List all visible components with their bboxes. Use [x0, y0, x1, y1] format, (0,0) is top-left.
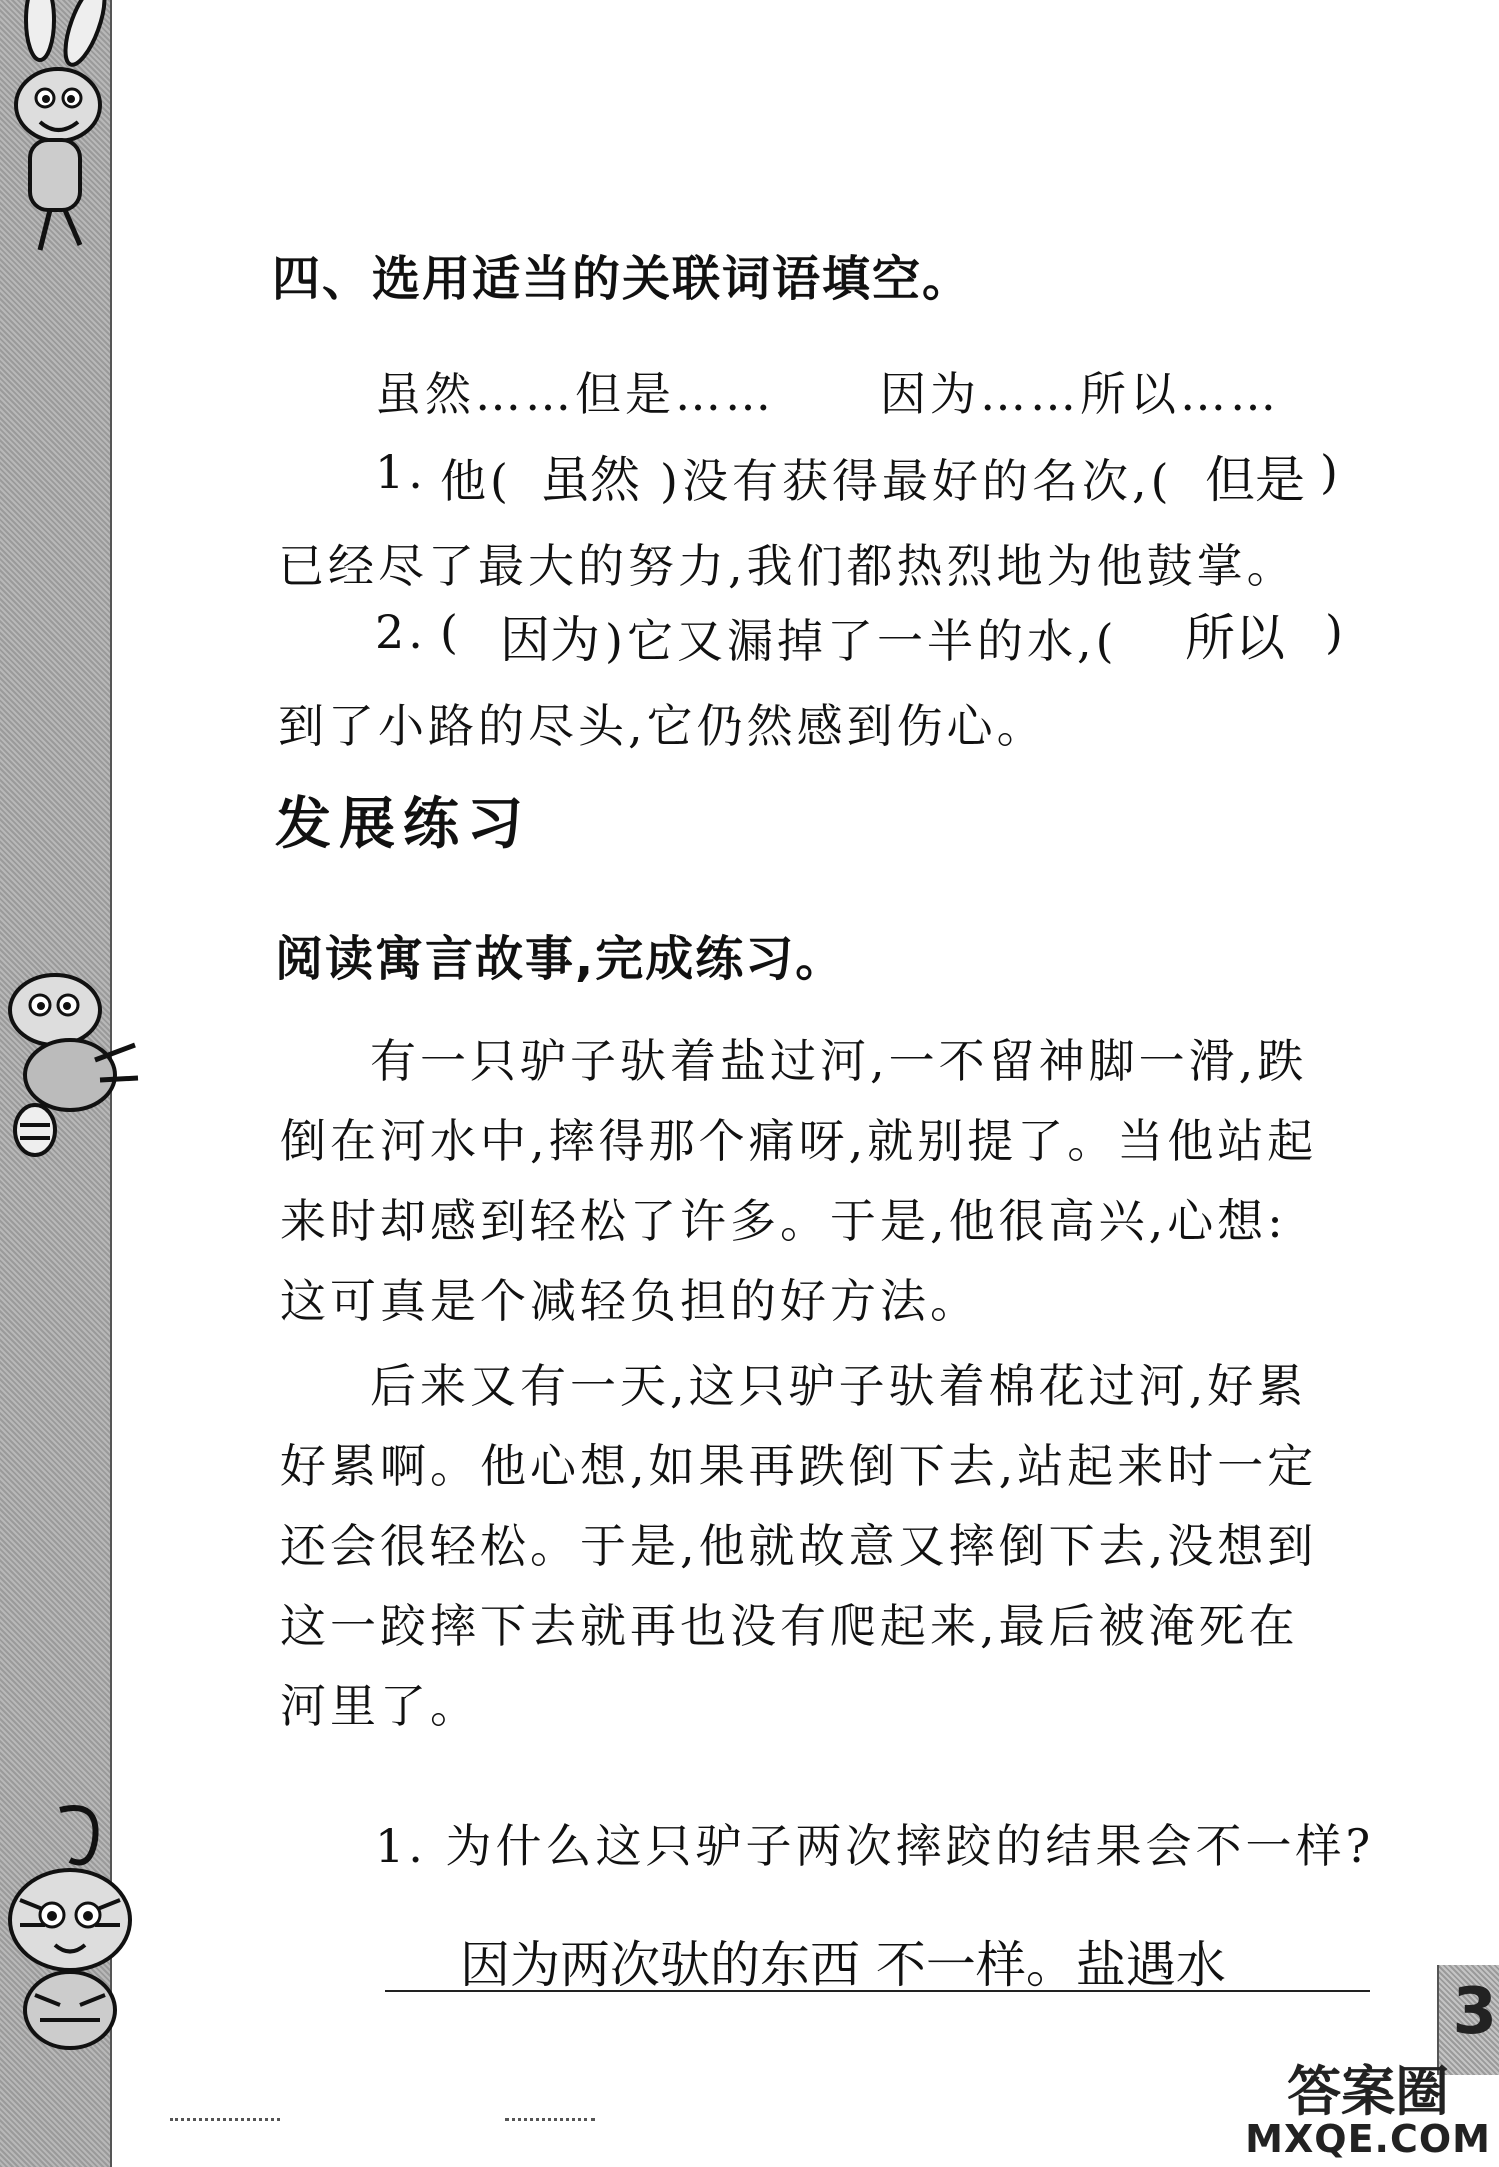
q1-text-part1: 他(	[440, 454, 512, 508]
q1-answer-blank1: 虽然	[540, 451, 640, 509]
page-number: 3	[1452, 1975, 1497, 2049]
answer-1-handwritten: 因为两次驮的东西 不一样。盐遇水	[460, 1936, 1226, 1994]
story-line-4: 这可真是个减轻负担的好方法。	[280, 1274, 980, 1328]
q1-text-part2: )没有获得最好的名次,(	[660, 454, 1173, 508]
rabbit-cartoon-icon	[0, 0, 120, 260]
q1-number: 1.	[375, 445, 427, 499]
q1-text-part3: )	[1320, 445, 1342, 499]
q2-text-part3: )	[1325, 605, 1347, 659]
q2-number: 2.	[375, 605, 427, 659]
section4-title: 四、选用适当的关联词语填空。	[272, 251, 973, 307]
story-line-9: 河里了。	[280, 1679, 480, 1733]
story-line-3: 来时却感到轻松了许多。于是,他很高兴,心想:	[280, 1194, 1287, 1248]
watermark-bottom-text: MXQE.COM	[1245, 2117, 1491, 2162]
answer-line	[385, 1990, 1370, 1992]
development-section-title: 发展练习	[275, 792, 531, 857]
question-1: 1. 为什么这只驴子两次摔跤的结果会不一样?	[375, 1819, 1375, 1873]
q2-answer-blank2: 所以	[1185, 609, 1285, 667]
bottom-dash-middle	[505, 2118, 595, 2121]
site-watermark	[1245, 2060, 1491, 2162]
q2-text-part2: )它又漏掉了一半的水,(	[605, 614, 1118, 668]
story-line-1: 有一只驴子驮着盐过河,一不留神脚一滑,跌	[370, 1034, 1308, 1088]
tiger-cartoon-icon	[0, 1800, 150, 2060]
conjunction-option-2: 因为……所以……	[880, 367, 1280, 421]
conjunction-option-1: 虽然……但是……	[375, 367, 775, 421]
story-line-5: 后来又有一天,这只驴子驮着棉花过河,好累	[370, 1359, 1308, 1413]
bottom-dash-left	[170, 2118, 280, 2121]
q1-answer-blank2: 但是	[1205, 451, 1305, 509]
story-line-6: 好累啊。他心想,如果再跌倒下去,站起来时一定	[280, 1439, 1318, 1493]
raccoon-cartoon-icon	[0, 960, 150, 1160]
story-line-8: 这一跤摔下去就再也没有爬起来,最后被淹死在	[280, 1599, 1299, 1653]
q2-text-part1: (	[440, 605, 462, 659]
q2-line2: 到了小路的尽头,它仍然感到伤心。	[278, 699, 1047, 753]
story-line-2: 倒在河水中,摔得那个痛呀,就别提了。当他站起	[280, 1114, 1318, 1168]
q2-answer-blank1: 因为	[500, 611, 600, 669]
story-line-7: 还会很轻松。于是,他就故意又摔倒下去,没想到	[280, 1519, 1318, 1573]
watermark-top-text: 答案圈	[1287, 2060, 1450, 2124]
q1-line2: 已经尽了最大的努力,我们都热烈地为他鼓掌。	[278, 539, 1297, 593]
reading-instruction: 阅读寓言故事,完成练习。	[275, 931, 846, 987]
